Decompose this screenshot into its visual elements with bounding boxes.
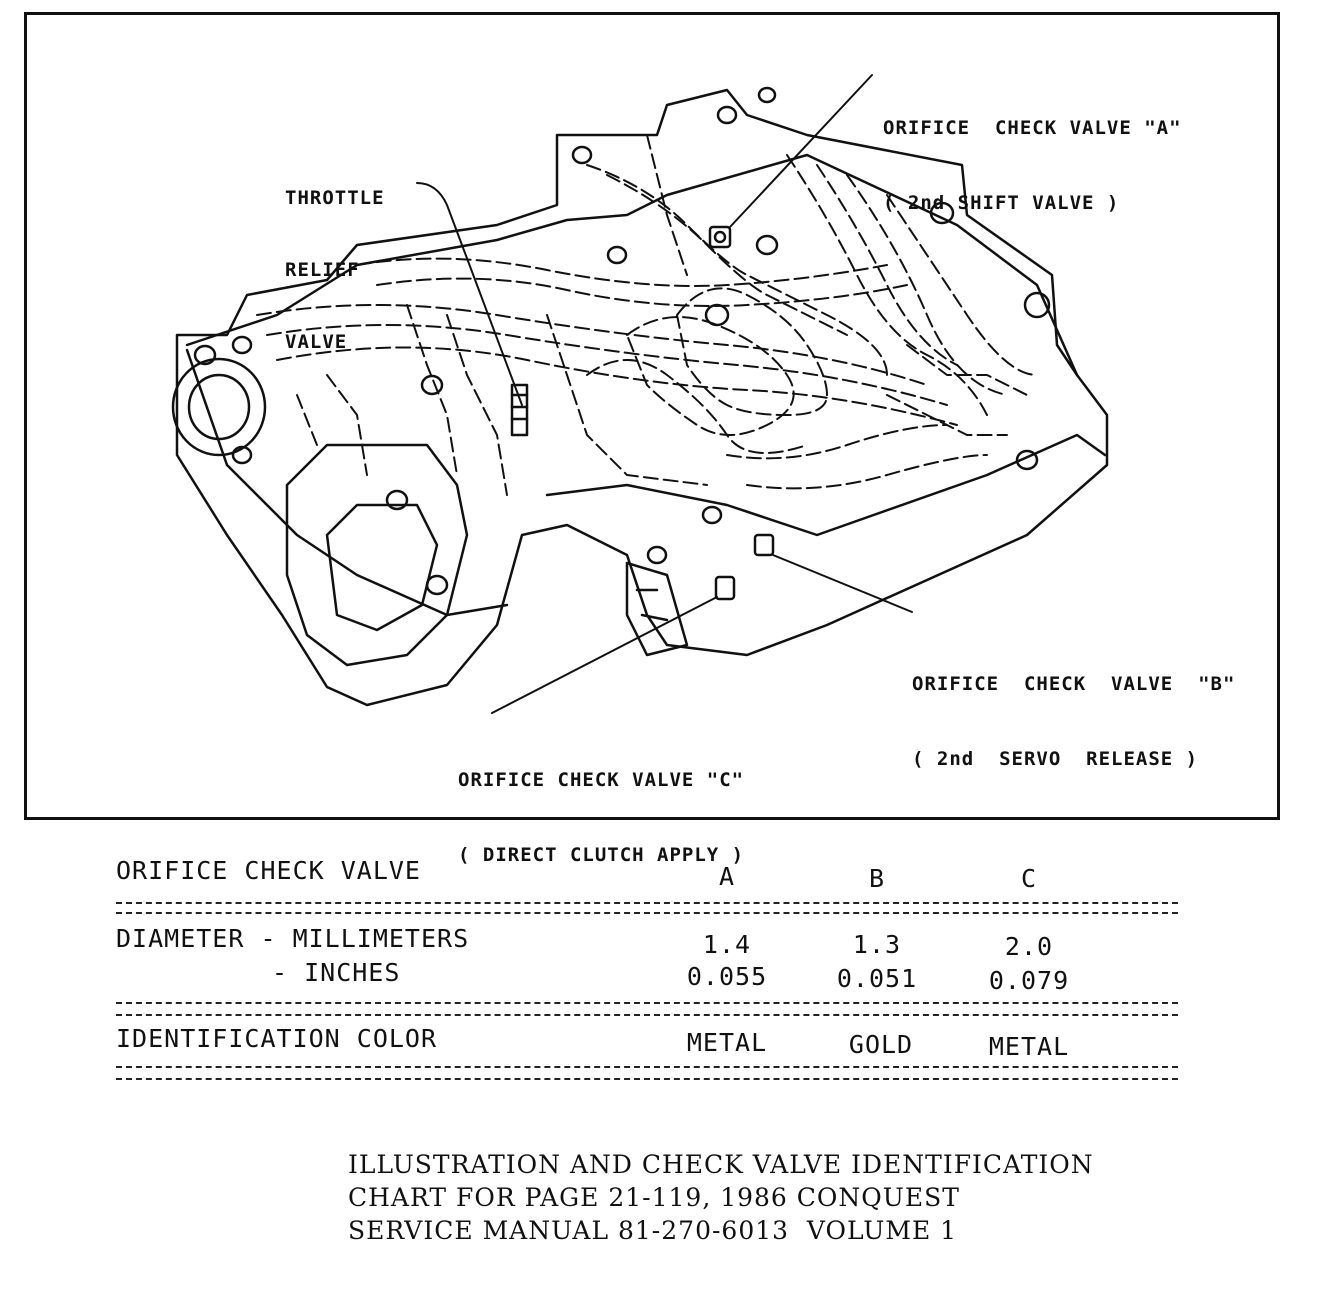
callout-valve-c-line1: ORIFICE CHECK VALVE "C"	[458, 769, 745, 791]
caption-line2: CHART FOR PAGE 21-119, 1986 CONQUEST	[348, 1183, 960, 1212]
diameter-inches-label: - INCHES	[272, 958, 401, 987]
color-b: GOLD	[848, 1030, 914, 1059]
callout-valve-c-line2: ( DIRECT CLUTCH APPLY )	[458, 844, 745, 866]
color-c: METAL	[988, 1032, 1070, 1061]
leader-valve-c	[492, 597, 717, 713]
caption-line1: ILLUSTRATION AND CHECK VALVE IDENTIFICATION	[348, 1150, 1094, 1179]
mm-a: 1.4	[702, 930, 752, 959]
callout-valve-b-line1: ORIFICE CHECK VALVE "B"	[912, 673, 1236, 695]
mm-b: 1.3	[852, 930, 902, 959]
callout-valve-a-line1: ORIFICE CHECK VALVE "A"	[883, 117, 1182, 139]
color-a: METAL	[686, 1028, 768, 1057]
callout-valve-a-line2: ( 2nd SHIFT VALVE )	[883, 192, 1120, 214]
caption	[348, 1148, 1094, 1247]
callout-throttle-relief	[285, 138, 385, 402]
callout-valve-a	[883, 66, 1182, 266]
leader-throttle	[417, 183, 522, 405]
inches-a: 0.055	[686, 962, 768, 991]
callout-throttle-line2: RELIEF	[285, 259, 360, 281]
leader-valve-a	[730, 75, 872, 227]
id-color-label: IDENTIFICATION COLOR	[116, 1024, 438, 1053]
leader-valve-b	[773, 555, 912, 612]
divider	[116, 1002, 1178, 1004]
header-col-c: C	[1020, 864, 1038, 893]
divider	[116, 912, 1178, 914]
callout-throttle-line1: THROTTLE	[285, 187, 385, 209]
divider	[116, 902, 1178, 904]
inches-b: 0.051	[836, 964, 918, 993]
illustration-frame	[24, 12, 1280, 866]
callout-throttle-line3: VALVE	[285, 331, 348, 353]
header-label: ORIFICE CHECK VALVE	[116, 856, 421, 885]
divider	[116, 1066, 1178, 1068]
divider	[116, 1014, 1178, 1016]
mm-c: 2.0	[1004, 932, 1054, 961]
inches-c: 0.079	[988, 966, 1070, 995]
header-col-b: B	[868, 864, 886, 893]
callout-valve-b	[912, 622, 1235, 822]
caption-line3: SERVICE MANUAL 81-270-6013 VOLUME 1	[348, 1216, 958, 1245]
diameter-mm-label: DIAMETER - MILLIMETERS	[116, 924, 470, 953]
divider	[116, 1078, 1178, 1080]
header-col-a: A	[718, 862, 736, 891]
callout-valve-b-line2: ( 2nd SERVO RELEASE )	[912, 748, 1199, 770]
